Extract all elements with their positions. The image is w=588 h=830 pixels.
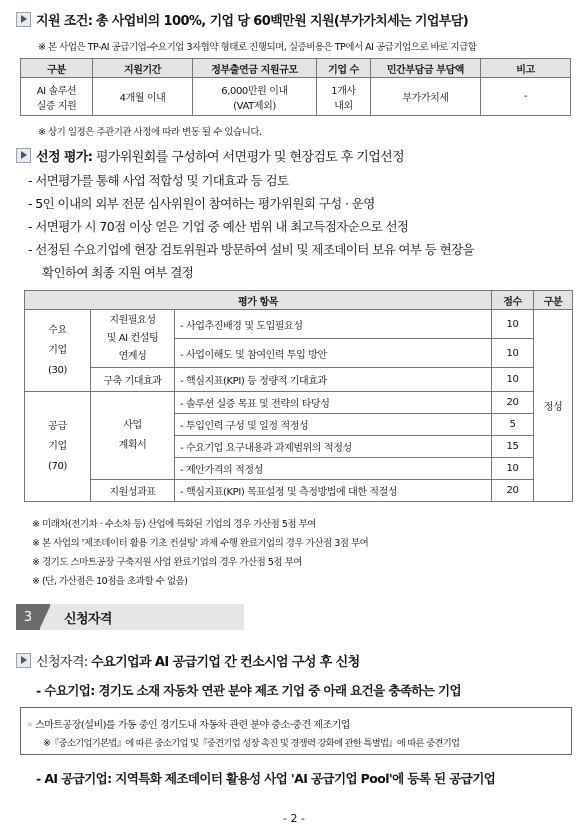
section-number: 3 [16,604,40,630]
eval-score: 5 [492,414,534,436]
eval-bullet: 확인하여 최종 지원 여부 결정 [42,265,194,280]
eval-group-demand: 수요 기업 (30) [25,310,91,392]
support-table [20,58,571,116]
eval-item: - 사업추진배경 및 도입필요성 [175,310,492,339]
eval-sub-kpi: 지원성과표 [91,480,175,502]
support-cell: 6,000만원 이내 (VAT제외) [193,78,317,116]
eval-item: - 수요기업 요구내용과 과제범위의 적정성 [175,436,492,458]
eval-th-category: 구분 [534,291,573,310]
support-th: 민간부담금 부담액 [371,59,481,78]
support-header-text: 총 사업비의 100%, 기업 당 60백만원 지원(부가가치세는 기업부담) [95,14,469,29]
page-number: - 2 - [283,812,305,825]
eval-score: 10 [492,310,534,339]
qual-supply: - AI 공급기업: 지역특화 제조데이터 활용성 사업 'AI 공급기업 Pool'에 등록 된 공급기업 [36,771,496,786]
eval-item: - 투입인력 구성 및 일정 적정성 [175,414,492,436]
eval-bullet: - 5인 이내의 외부 전문 심사위원이 참여하는 평가위원회 구성 · 운영 [28,196,375,211]
eval-bullet: - 서면평가 시 70점 이상 얻은 기업 중 예산 범위 내 최고득점자순으로 선정 [28,219,409,234]
eval-score: 20 [492,480,534,502]
eval-item: - 제안가격의 적정성 [175,458,492,480]
support-cell: - [481,78,571,116]
arrow-icon [16,148,31,163]
eval-item: - 사업이해도 및 참여인력 투입 방안 [175,339,492,368]
eval-sub-plan: 사업 계획서 [91,392,175,480]
support-th: 비고 [481,59,571,78]
eval-sub-effect: 구축 기대효과 [91,368,175,392]
support-header [16,10,468,29]
eval-header [16,146,404,165]
eval-note: ※ 본 사업의 '제조데이터 활용 기초 컨설팅' 과제 수행 완료기업의 경우 가산점 3점 부여 [32,538,369,549]
support-cell: 부가가치세 [371,78,481,116]
eval-sub-necessity: 지원필요성 및 AI 컨설팅 연계성 [91,310,175,368]
eval-item: - 핵심지표(KPI) 목표설정 및 측정방법에 대한 적절성 [175,480,492,502]
support-cell: 4개월 이내 [93,78,193,116]
eval-note: ※ (단, 가산점은 10점을 초과할 수 없음) [32,576,188,587]
support-th: 지원기간 [93,59,193,78]
support-cell: AI 솔루션 실증 지원 [21,78,93,116]
eval-th-item: 평가 항목 [25,291,492,310]
eval-header-text: 평가위원회를 구성하여 서면평가 및 현장검토 후 기업선정 [95,150,405,165]
eval-th-score: 점수 [492,291,534,310]
requirement-box [20,707,572,755]
qual-header-text: 수요기업과 AI 공급기업 간 컨소시엄 구성 후 신청 [91,655,360,670]
eval-score: 20 [492,392,534,414]
arrow-icon [16,12,31,27]
eval-bullet: - 선정된 수요기업에 현장 검토위원과 방문하여 설비 및 제조데이터 보유 여부 등 현장을 [28,242,475,257]
eval-bullet: - 서면평가를 통해 사업 적합성 및 기대효과 등 검토 [28,173,289,188]
eval-category: 정성 [534,310,573,502]
qual-header [16,651,360,670]
box-line-1: ◦ 스마트공장(설비)를 가동 중인 경기도내 자동차 관련 분야 중소·중견 제조기업 [27,720,350,731]
box-line-2: ※『중소기업기본법』에 따른 중소기업 및『중견기업 성장 촉진 및 경쟁력 강화에 관한 특별법』에 따른 중견기업 [43,738,460,749]
support-th: 구분 [21,59,93,78]
eval-score: 10 [492,458,534,480]
support-footnote: ※ 상기 일정은 주관기관 사정에 따라 변동 될 수 있습니다. [38,127,262,138]
eval-table [24,290,573,502]
section-title: 신청자격 [50,604,244,630]
support-th: 기업 수 [317,59,371,78]
eval-note: ※ 경기도 스마트공장 구축지원 사업 완료기업의 경우 가산점 5점 부여 [32,557,302,568]
qual-header-label: 신청자격: [36,655,88,670]
eval-score: 15 [492,436,534,458]
eval-note: ※ 미래차(전기차 · 수소차 등) 산업에 특화된 기업의 경우 가산점 5점 부여 [32,519,316,530]
eval-score: 10 [492,339,534,368]
support-th: 정부출연금 지원규모 [193,59,317,78]
qual-demand: - 수요기업: 경기도 소재 자동차 연관 분야 제조 기업 중 아래 요건을 충족하는 기업 [36,683,461,698]
section-heading [16,604,244,630]
eval-group-supply: 공급 기업 (70) [25,392,91,502]
arrow-icon [16,653,31,668]
support-header-label: 지원 조건: [36,14,93,29]
support-note: ※ 본 사업은 TP-AI 공급기업-수요기업 3자협약 형태로 진행되며, 실증비용은 TP에서 AI 공급기업으로 바로 지급함 [38,42,477,53]
eval-header-label: 선정 평가: [36,150,93,165]
eval-item: - 핵심지표(KPI) 등 정량적 기대효과 [175,368,492,392]
eval-item: - 솔루션 실증 목표 및 전략의 타당성 [175,392,492,414]
eval-score: 10 [492,368,534,392]
support-cell: 1개사 내외 [317,78,371,116]
